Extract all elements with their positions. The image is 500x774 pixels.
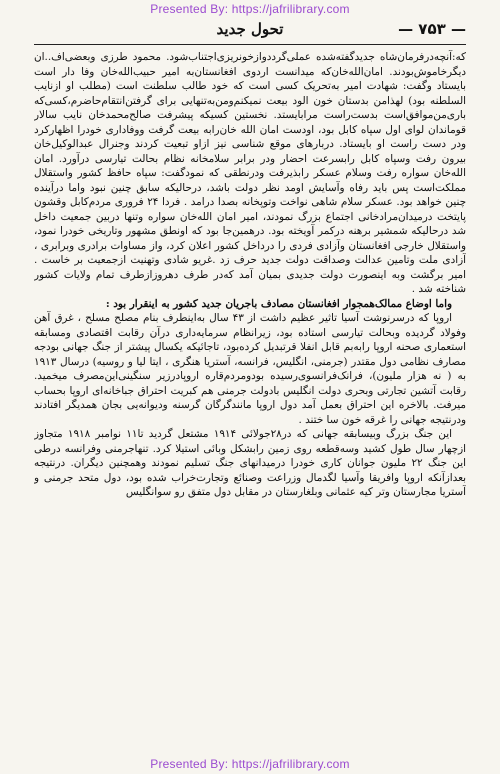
section-heading: واما اوضاع ممالک‌همجوار افغانستان مصادف باجریان جدید کشور به اینقرار بود : [105,297,452,310]
page-body [34,50,466,750]
paragraph-europe: اروپا که درسرنوشت آسیا تاثیر عظیم داشت از ۴۳ سال به‌اینطرف بنام مصلح مسلح ، غرق آهن وفولاد گردیده وبحالت تیارسی استاده بود، زیرانظام سرمایه‌داری درآن رقابت اقتصادی ومسابقه استعماری صحنه اروپا رابه‌بم قابل انفلا قرتبدیل کرده‌بود، تاجائیکه یکسال پیشتر از جنگ جهانی بودجه مصارف نظامی دول مقتدر (جرمنی، انگلیس، فرانسه، آستریا هنگری ، ایتا لیا و روسیه) درسال ۱۹۱۳ به ( نه هزار ملیون)، فرانک‌فرانسوی‌رسیده بودومردم‌قاره اروپادرزیر سنگینی‌این‌مصرف میخمید. رقابت آتشین تجارتی وبحری دولت انگلیس بادولت جرمنی هم کبریت احتراق جباخانه‌ای اروپا بحساب میرفت. بالاخره این احتراق بعمل آمد دول اروپا مانندگرگان گرسنه ودیوانه‌یی بجان همدیگر افتادند ودرنتیجه جهانی را غرقه خون سا ختند . [34,312,466,426]
header-divider [34,44,466,45]
paragraph-world-war: این جنگ بزرگ وبیسابقه جهانی که در۲۸جولائی ۱۹۱۴ مشتعل گردید تا۱۱ نوامبر ۱۹۱۸ متجاوز ازچهار سال طول کشید وسه‌قطعه روی زمین رابشکل وبائی استیلا کرد. تنهاجرمنی وفرانسه درطی این جنگ ۲۲ ملیون جوانان کاری خودرا درمیدانهای جنگ تسلیم نمودند وهمچنین دیگران. درنتیجه بعدازآنکه اروپا وافریقا وآسیا لگدمال وزراعت وصنائع وتجارت‌خراب شده بود، دول متحد جرمنی و آستریا مجارستان وتر کیه عثمانی وبلغارستان در مقابل دول متفق رو سوانگلیس [34,428,466,498]
page-header [34,20,466,44]
running-title: تحول جدید [216,20,284,38]
watermark-bottom: Presented By: https://jafrilibrary.com [150,757,350,771]
paragraph-intro: که:آنچه‌درفرمان‌شاه جدیدگفته‌شده عملی‌گرددوازخونریزی‌اجتناب‌شود. محمود طرزی وبعضی‌اف..ان دیگرخاموش‌بودند. امان‌الله‌خان‌که میدانست اردوی افغانستان‌به امیر حبیب‌الله‌خان وفا دار است بایستاد وگفت: شهادت امیر به‌تحریک کسی است که خود طالب سلطنت است (مطلب او ازنایب السلطنه بود) لهذامن بدستان خون الود بیعت نمیکنم‌ومن‌به‌تنهایی برای گرفتن‌انتقام‌حاضرم،کسی‌که باری‌من‌موافق‌است بدست‌راست مرابایستد. نخستین کسیکه پیشرفت صالح‌محمدخان نایب سالار قوماندان لوای اول سپاه کابل بود، اودست امان الله خان‌رابه بیعت گرفت ووفاداری خودرا اظهارکرد ودر دست راست او بایستاد. دربارهای موقع شناسی نیز ازاو تبعیت کردند وجنرال عبدالوکیل‌خان بیرون رفت وسپاه کابل رابسرعت احضار ودر برابر سلامخانه نظام بحالت تیارسی درآورد. امان الله‌خان سواره رفت وسلام عسکر رابذیرفت ودرنطقی که نمودگفت: سپاه حافظ کشور واستقلال مملکت‌است پس باید رفاه وآسایش اومد نظر دولت باشد، درحالیکه سابق چنین نبود واما درآینده چنین خواهد بود. عسکر سلام شاهی نواخت وتوپخانه بصدا درامد . فردا ۲۴ فروری مردم‌کابل وقشون پایتخت درمیدان‌مرادخانی اجتماع بزرگ نمودند، امیر امان الله‌خان سواره وتنها دربین جمعیت داخل شد درحالیکه شمشیر برهنه درکمر آویخته بود. درهمین‌جا بود که اونطق مشهور وتاریخی خودرا نمود، واستقلال خارجی افغانستان وآزادی فردی را درداخل کشور اعلان کرد، واز مساوات برادری وبرابری ، آزادی ملت وتامین عدالت وصداقت دولت جدید حرف زد .غریو شادی وتهنیت ازجمعیت بر خاست . امیر برگشت وبه اینصورت دولت جدیدی بمیان آمد که‌در طرف دهروزازطرف تمام ولایات کشور شناخته شد . [34,51,466,295]
page-number: — ۷۵۳ — [398,20,466,38]
watermark-top: Presented By: https://jafrilibrary.com [150,2,350,16]
